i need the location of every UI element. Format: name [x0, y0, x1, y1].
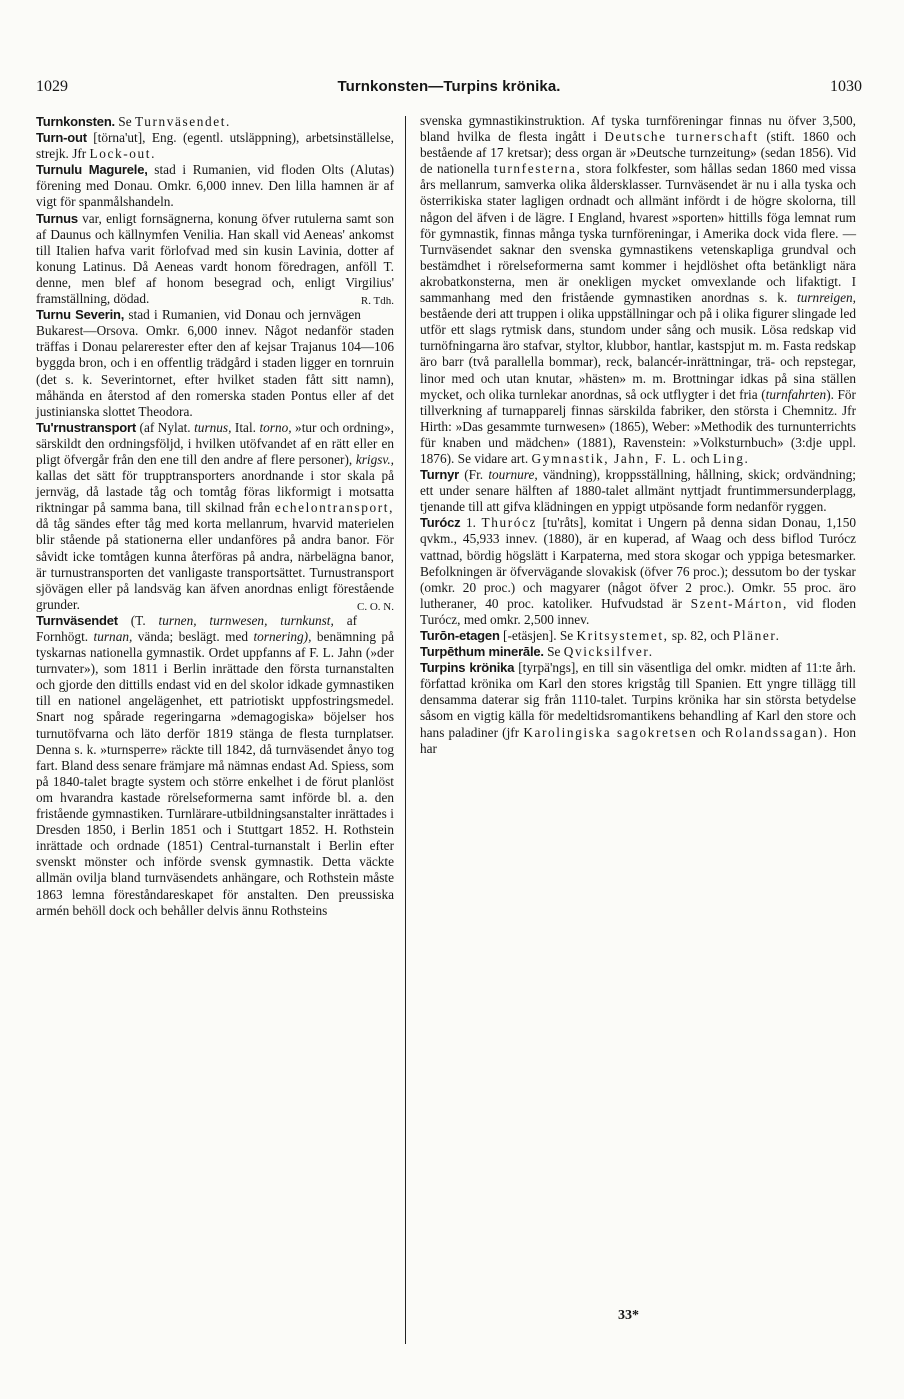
headword: Tu'rnustransport [36, 419, 137, 435]
headword: Turócz [420, 515, 461, 531]
cross-reference: Turnväsendet. [134, 114, 231, 129]
entry-turn-out: Turn-out [törna'ut], Eng. (egentl. utsläppning), arbetsinställelse, strejk. Jfr Lock-out. [36, 130, 394, 162]
entry-turpins-kronika: Turpins krönika [tyrpä'ngs], en till sin väsentliga del omkr. midten af 11:te årh. författad krönika om Karl den stores krigståg till Spanien. Ett yngre tillägg till densamma daterar sig från 1110-talet. Turpins krönika har sin största betydelse såsom en vigtig källa för medeltidsromantikens behandling af Karl den store och hans paladiner (jfr Karolingiska sagokretsen och Rolandssagan). Hon har [420, 660, 857, 756]
headword: Turōn-etagen [420, 628, 500, 643]
entry-turnus: Turnus var, enligt fornsägnerna, konung öfver rutulerna samt son af Daunus och källnymfen Venilia. Han skall vid Aeneas' ankomst till Italien hafva varit förlofvad med sin kusin Lavinia, dotter af konung Latinus. Då Aeneas vardt honom föredragen, anföll T. denne, men blef af honom besegrad och, enligt Virgilius' framställning, dödad. R. Tdh. [36, 211, 394, 308]
entry-turnvasendet: Turnväsendet (T. turnen, turnwesen, turnkunst, af Fornhögt. turnan, vända; beslägt. med tornering), benämning på tyskarnas nationella gymnastik. Ordet uppfanns af F. L. Jahn (»der turnvater»), som 1811 i Berlin inrättade den första turnanstalten och gjorde den dittills endast vid en del skolor idkade gymnastiken till en nationel angelägenhet, ett patriotiskt uppfostringsmedel. Snart nog spårade regeringarna »demagogiska» böjelser hos turnutöfvarna och läto derför 1819 stänga de flesta turnplatser. Denna s. k. »turnsperre» räckte till 1842, då turnväsendet ånyo tog fart. Bland dess senare främjare må nämnas endast Ad. Spiess, som på 1840-talet bragte system och större enkelhet i de förut planlöst om hvarandra kastade rörelseformerna samt införde bl. a. den fristående gymnastiken. Turnlärare-utbildningsanstalter inrättades i Dresden 1850, i Berlin 1851 och i Stuttgart 1852. H. Rothstein inrättade och ordnade (1851) Central-turnanstalt i Berlin efter svenskt mönster och införde svensk gymnastik. Detta väckte allmän ovilja bland turnväsendets anhängare, och Rothstein måste 1863 lemna föreståndareskapet för anstalten. Den preussiska armén behöll dock och behåller delvis ännu Rothsteins [36, 612, 394, 918]
entry-turocz: Turócz 1. Thurócz [tu'råts], komitat i Ungern på denna sidan Donau, 1,150 qvkm., 45,933 innev. (1880), är en kuperad, af Waag och dess biflod Turócz vattnad, bördig högslätt i Karpaterna, med stora skogar och yppiga betesmarker. Befolkningen är öfvervägande slovakisk (öfver 76 proc.); dessutom bo der tyskar (omkr. 20 proc.) och magyarer (något öfver 2 proc.). Omkr. 55 proc. äro lutheraner, 40 proc. katoliker. Hufvudstad är Szent-Márton, vid floden Turócz, med omkr. 2,500 innev. [420, 515, 857, 627]
headword: Turpins krönika [420, 660, 515, 676]
headword: Turnväsendet [36, 612, 118, 628]
right-page-number: 1030 [830, 78, 862, 95]
signature-mark: 33* [618, 1308, 639, 1323]
headword: Turnus [36, 210, 78, 226]
headword: Turnu Severin, [36, 307, 125, 323]
headword: Turnulu Magurele, [36, 162, 148, 178]
page-header [36, 78, 862, 104]
cross-reference: Lock-out. [89, 146, 157, 162]
entry-turon-etagen: Turōn-etagen [-etäsjen]. Se Kritsystemet, sp. 82, och Pläner. [420, 628, 781, 643]
left-column [36, 114, 394, 919]
column-divider [405, 116, 406, 1344]
entry-turnulu-magurele: Turnulu Magurele, stad i Rumanien, vid floden Olts (Alutas) förening med Donau. Omkr. 6,000 innev. Den lilla hamnen är af vigt för spanmålshandeln. [36, 162, 394, 210]
headword: Turnkonsten. [36, 114, 115, 129]
headword: Turnyr [420, 467, 460, 483]
right-column [420, 113, 856, 757]
entry-turnustransport: Tu'rnustransport (af Nylat. turnus, Ital. torno, »tur och ordning», särskildt den ordningsföljd, i hvilken utöfvandet af en rätt eller en pligt öfvergår från den ene till den andre af flere personer), krigsv., kallas det sätt för trupptransporters anordnande i stor skala på jernväg, då lastade tåg och tomtåg föras likformigt i motsatta riktningar på samma bana, till skilnad från echelontransport, då tåg sändes efter tåg med korta mellanrum, hvarvid materielen blir stående på stationerna eller undanföres på andra banor. För såvidt icke tomtågen kunna återföras på andra, närbelägna banor, är turnustransporten det vanligaste transportsättet. Turnustransport sjövägen eller på landsväg kan äfven anordnas enligt förestående grunder. C. O. N. [36, 420, 394, 613]
entry-turnvasendet-continued: svenska gymnastikinstruktion. Af tyska turnföreningar finnas nu öfver 3,500, bland hvilka de flesta ingått i Deutsche turnerschaft (stift. 1860 och bestående af 17 kretsar); dess organ är »Deutsche turnzeitung» (sedan 1856). Vid de nationella turnfesterna, stora folkfester, som hållas sedan 1860 med vissa års mellanrum, samverka olika åldersklasser. Turnväsendet är nu i alla tyska och österrikiska stater lagligen ordnadt och allmänt infördt i de högre skolorna, till någon del äfven i de lägre. I England, hvarest »sporten» hittills föga lemnat rum för gymnastik, finnas många tyska turnföreningar, i Amerika dock vida flere. — Turnväsendet saknar den svenska gymnastikens vetenskapliga grundval och bestämdhet i rörelseformerna samt kommer i hejdlöshet ofta betänkligt nära akrobatkonsterna, men är onekligen mycket omvexlande och lifaktigt. I sammanhang med den fristående gymnastiken anordnas s. k. turnreigen, bestående deri att truppen i olika uppställningar och på i olika figurer slingade led utför ett slags rytmisk dans, stundom under sång och musik. Lösa redskap vid turnöfningarna äro stafvar, styltor, klubbor, hantlar, kastspjut m. m. Fasta redskap äro barr (två parallella bommar), reck, balancér-inrättningar, trä- och repstegar, linor med och utan knutar, »hästen» m. m. Brottningar idkas på sina ställen mycket, och olika turnlekar anordnas, så ock utflygter i det fria (turnfahrten). För tillverkning af turnapparelj finnas särskilda fabriker, den största i Chemnitz. Jfr Hirth: »Das gesammte turnwesen» (1865), Weber: »Methodik des turnunterrichts für knaben und mädchen» (1881), Ravenstein: »Volksturnbuch» (3:dje uppl. 1876). Se vidare art. Gymnastik, Jahn, F. L. och Ling. [420, 113, 856, 466]
headword: Turpēthum minerāle. [420, 644, 544, 660]
left-page-number: 1029 [36, 78, 68, 95]
headword: Turn-out [36, 130, 87, 146]
author-signature: C. O. N. [357, 600, 394, 613]
entry-turpethum-minerale: Turpēthum minerāle. Se Qvicksilfver. [420, 644, 654, 660]
entry-turnyr: Turnyr (Fr. tournure, vändning), kroppsställning, hållning, skick; ordvändning; ett under senare hälften af 1880-talet allmänt nyttjadt fruntimmersunderplagg, tjenande till att gifva klädningen en yppigt utpösande form nedanför ryggen. [420, 467, 856, 515]
entry-turnu-severin: Turnu Severin, stad i Rumanien, vid Donau och jernvägen Bukarest—Orsova. Omkr. 6,000 innev. Något nedanför staden träffas i Donau pelarerester efter den af kejsar Trajanus 104—106 byggda bron, och i en offentlig trädgård i staden ligger en tornruin (det s. k. Severintornet, efter hvilket staden fått sitt namn), måhända en återstod af den romerska staden Pontus eller af det justinianska slottet Theodora. [36, 307, 394, 419]
running-title: Turnkonsten—Turpins krönika. [337, 78, 561, 95]
author-signature: R. Tdh. [360, 295, 394, 308]
entry-turnkonsten: Turnkonsten. Se Turnväsendet. [36, 114, 231, 129]
